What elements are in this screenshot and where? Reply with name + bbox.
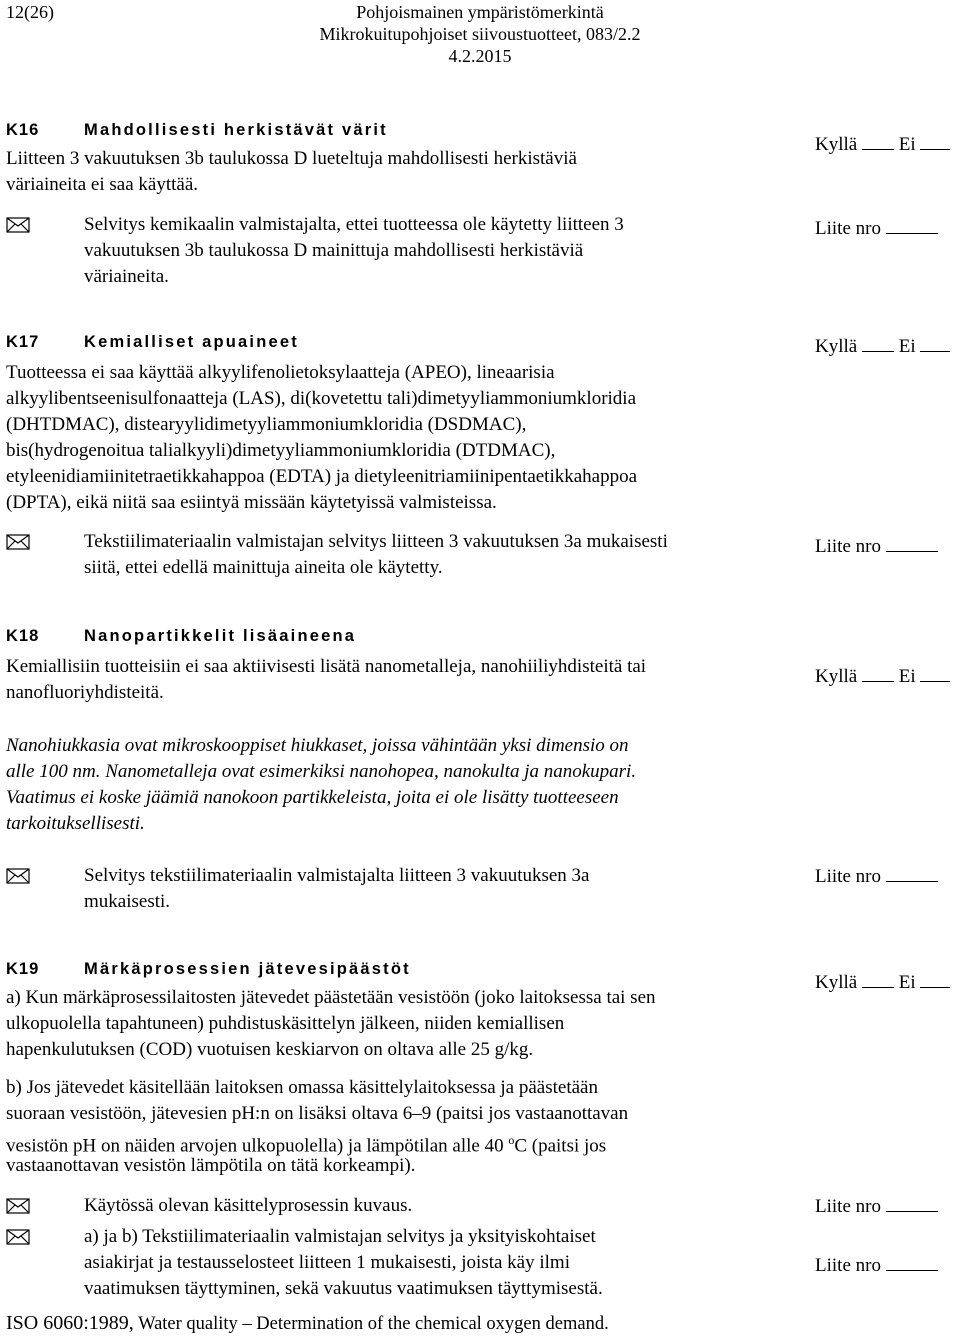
- k16-body-line-1: Liitteen 3 vakuutuksen 3b taulukossa D lueteltuja mahdollisesti herkistäviä: [6, 148, 577, 169]
- k19-b-line-3-end: C (paitsi jos: [514, 1135, 607, 1157]
- k17-body-line-4: bis(hydrogenoitua talialkyyli)dimetyyliammoniumkloridia (DTDMAC),: [6, 440, 556, 461]
- attachment-label: Liite nro: [815, 1255, 881, 1276]
- k19-title: Märkäprosessien jätevesipäästöt: [84, 960, 411, 978]
- attachment-label: Liite nro: [815, 866, 881, 887]
- k17-title: Kemialliset apuaineet: [84, 333, 299, 351]
- k19-a-line-3: hapenkulutuksen (COD) vuotuisen keskiarvon on oltava alle 25 g/kg.: [6, 1039, 534, 1060]
- k19-doc2-line-2: asiakirjat ja testausselosteet liitteen 1 mukaisesti, joista käy ilmi: [84, 1252, 570, 1273]
- k18-note-line-4: tarkoituksellisesti.: [6, 813, 145, 834]
- k16-doc-line-2: vakuutuksen 3b taulukossa D mainittuja mahdollisesti herkistäviä: [84, 240, 584, 261]
- k17-body-line-2: alkyylibentseenisulfonaatteja (LAS), di(kovetettu tali)dimetyyliammoniumkloridia: [6, 388, 637, 409]
- k19-a-line-1: a) Kun märkäprosessilaitosten jätevedet päästetään vesistöön (joko laitoksessa tai sen: [6, 987, 656, 1008]
- k16-doc-line-3: väriaineita.: [84, 266, 169, 287]
- k19-b-line-3-text: vesistön pH on näiden arvojen ulkopuolella) ja lämpötilan alle 40: [6, 1135, 509, 1157]
- envelope-icon: [6, 217, 30, 233]
- k19-doc1: Käytössä olevan käsittelyprosessin kuvaus.: [84, 1195, 413, 1216]
- iso-reference: [6, 1310, 609, 1337]
- k16-body-line-2: väriaineita ei saa käyttää.: [6, 174, 199, 195]
- k18-note-line-2: alle 100 nm. Nanometalleja ovat esimerkiksi nanohopea, nanokulta ja nanokupari.: [6, 761, 637, 782]
- k19-doc2-line-1: a) ja b) Tekstiilimateriaalin valmistajan selvitys ja yksityiskohtaiset: [84, 1226, 596, 1247]
- k17-body-line-3: (DHTDMAC), distearyylidimetyyliammoniumkloridia (DSDMAC),: [6, 414, 527, 435]
- iso-standard: ISO 6060:1989,: [6, 1312, 134, 1334]
- envelope-icon: [6, 534, 30, 550]
- k17-body-line-5: etyleenidiamiinitetraetikkahappoa (EDTA) ja dietyleenitriamiinipentaetikkahappoa: [6, 466, 638, 487]
- header-date: 4.2.2015: [448, 46, 512, 66]
- k17-doc-line-1: Tekstiilimateriaalin valmistajan selvitys liitteen 3 vakuutuksen 3a mukaisesti: [84, 531, 668, 552]
- no-label: Ei: [898, 134, 916, 155]
- k17-body-line-6: (DPTA), eikä niitä saa esiintyä missään käytetyissä valmisteissa.: [6, 492, 497, 513]
- yes-label: Kyllä: [815, 666, 858, 687]
- k18-yes-no[interactable]: [815, 663, 950, 688]
- yes-label: Kyllä: [815, 336, 858, 357]
- degree-superscript: o: [508, 1133, 515, 1147]
- k18-body-line-2: nanofluoriyhdisteitä.: [6, 682, 164, 703]
- k19-b-line-2: suoraan vesistöön, jätevesien pH:n on lisäksi oltava 6–9 (paitsi jos vastaanottavan: [6, 1103, 629, 1124]
- no-label: Ei: [898, 666, 916, 687]
- header-line-2: Mikrokuitupohjoiset siivoustuotteet, 083/2.2: [319, 24, 641, 44]
- envelope-icon: [6, 868, 30, 884]
- k16-doc-line-1: Selvitys kemikaalin valmistajalta, ettei tuotteessa ole käytetty liitteen 3: [84, 214, 624, 235]
- no-label: Ei: [898, 972, 916, 993]
- k18-attachment[interactable]: [815, 863, 938, 888]
- k16-title: Mahdollisesti herkistävät värit: [84, 121, 388, 139]
- k17-body-line-1: Tuotteessa ei saa käyttää alkyylifenolietoksylaatteja (APEO), lineaarisia: [6, 362, 555, 383]
- k19-attachment-1[interactable]: [815, 1193, 938, 1218]
- k18-note-line-1: Nanohiukkasia ovat mikroskooppiset hiukkaset, joissa vähintään yksi dimensio on: [6, 735, 629, 756]
- k17-yes-no[interactable]: [815, 333, 950, 358]
- attachment-label: Liite nro: [815, 536, 881, 557]
- k16-code: K16: [6, 121, 40, 139]
- envelope-icon: [6, 1229, 30, 1245]
- iso-title: Water quality – Determination of the chemical oxygen demand.: [133, 1314, 609, 1334]
- attachment-label: Liite nro: [815, 218, 881, 239]
- k19-attachment-2[interactable]: [815, 1252, 938, 1277]
- k17-code: K17: [6, 333, 40, 351]
- k17-attachment[interactable]: [815, 533, 938, 558]
- k19-yes-no[interactable]: [815, 969, 950, 994]
- attachment-label: Liite nro: [815, 1196, 881, 1217]
- k18-code: K18: [6, 627, 40, 645]
- k19-b-line-1: b) Jos jätevedet käsitellään laitoksen omassa käsittelylaitoksessa ja päästetään: [6, 1077, 598, 1098]
- k18-doc-line-2: mukaisesti.: [84, 891, 171, 912]
- envelope-icon: [6, 1198, 30, 1214]
- k19-code: K19: [6, 960, 40, 978]
- k19-doc2-line-3: vaatimuksen täyttyminen, sekä vakuutus vaatimuksen täyttymisestä.: [84, 1278, 603, 1299]
- k19-b-line-4: vastaanottavan vesistön lämpötila on tätä korkeampi).: [6, 1155, 416, 1176]
- k17-doc-line-2: siitä, ettei edellä mainittuja aineita ole käytetty.: [84, 557, 443, 578]
- page-number: 12(26): [6, 2, 54, 22]
- k18-note-line-3: Vaatimus ei koske jäämiä nanokoon partikkeleista, joita ei ole lisätty tuotteeseen: [6, 787, 619, 808]
- k16-attachment[interactable]: [815, 215, 938, 240]
- header-line-1: Pohjoismainen ympäristömerkintä: [356, 2, 604, 22]
- yes-label: Kyllä: [815, 972, 858, 993]
- k18-title: Nanopartikkelit lisäaineena: [84, 627, 357, 645]
- k18-doc-line-1: Selvitys tekstiilimateriaalin valmistajalta liitteen 3 vakuutuksen 3a: [84, 865, 590, 886]
- yes-label: Kyllä: [815, 134, 858, 155]
- k16-yes-no[interactable]: [815, 131, 950, 156]
- k18-body-line-1: Kemiallisiin tuotteisiin ei saa aktiivisesti lisätä nanometalleja, nanohiiliyhdisteitä tai: [6, 656, 647, 677]
- no-label: Ei: [898, 336, 916, 357]
- k19-a-line-2: ulkopuolella tapahtuneen) puhdistuskäsittelyn jälkeen, niiden kemiallisen: [6, 1013, 565, 1034]
